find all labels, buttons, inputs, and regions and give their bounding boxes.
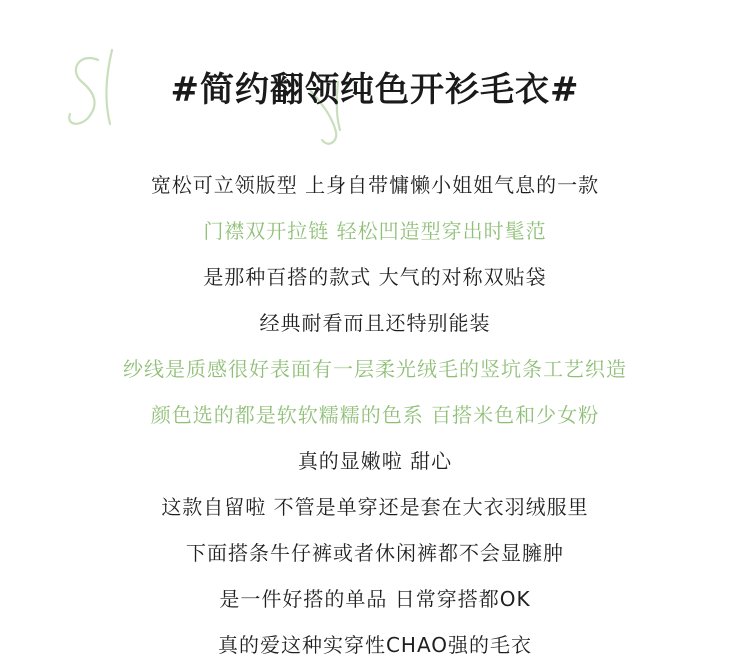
description-line: 经典耐看而且还特别能装 — [259, 311, 491, 335]
description-line: 纱线是质感很好表面有一层柔光绒毛的竖坑条工艺织造 — [123, 357, 627, 381]
description-line: 颜色选的都是软软糯糯的色系 百搭米色和少女粉 — [150, 403, 600, 427]
description-line: 宽松可立领版型 上身自带慵懒小姐姐气息的一款 — [150, 173, 600, 197]
description-line: 是一件好搭的单品 日常穿搭都OK — [219, 587, 531, 611]
description-line: 下面搭条牛仔裤或者休闲裤都不会显臃肿 — [186, 541, 564, 565]
description-line: 真的爱这种实穿性CHAO强的毛衣 — [217, 633, 533, 657]
description-line: 门襟双开拉链 轻松凹造型穿出时髦范 — [203, 219, 547, 243]
page-title: #简约翻领纯色开衫毛衣# — [170, 70, 580, 110]
description-line: 真的显嫩啦 甜心 — [297, 449, 453, 473]
description-line: 这款自留啦 不管是单穿还是套在大衣羽绒服里 — [161, 495, 589, 519]
description-line: 是那种百搭的款式 大气的对称双贴袋 — [203, 265, 547, 289]
description-lines — [0, 166, 750, 672]
